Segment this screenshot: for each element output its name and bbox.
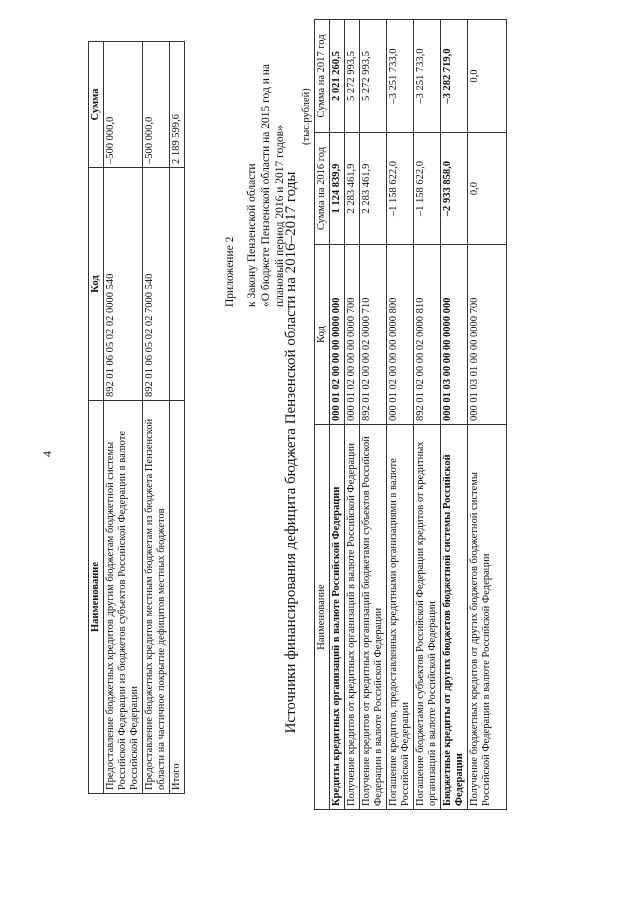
appendix-line: «О бюджете Пензенской области на 2015 год и на <box>260 64 272 307</box>
cell-code: 892 01 06 05 02 02 7000 540 <box>143 168 170 401</box>
appendix-note <box>223 64 287 307</box>
appendix-line: к Закону Пензенской области <box>246 163 258 307</box>
cell-2017: 2 021 260,5 <box>330 20 345 133</box>
cell-code: 000 01 02 00 00 00 0000 800 <box>387 245 414 425</box>
cell-name: Бюджетные кредиты от других бюджетов бюджетной системы Российской Федерации <box>441 425 468 810</box>
units-label: (тыс.рублей) <box>301 88 312 145</box>
cell-sum: –500 000,0 <box>143 42 170 168</box>
appendix-line: плановый период 2016 и 2017 годов» <box>274 125 286 307</box>
cell-2017: –3 282 719,0 <box>441 20 468 133</box>
header-2016: Сумма на 2016 год <box>315 133 330 245</box>
cell-code: 000 01 02 00 00 00 0000 700 <box>345 245 360 425</box>
table-title: Источники финансирования дефицита бюджета Пензенской области на 2016–2017 годы <box>283 171 299 734</box>
appendix-title: Приложение 2 <box>224 236 236 307</box>
cell-sum: 2 189 599,6 <box>170 42 185 168</box>
table-row <box>330 20 345 810</box>
cell-code: 000 01 02 00 00 00 0000 000 <box>330 245 345 425</box>
cell-name: Получение бюджетных кредитов от других бюджетов бюджетной системы Российской Федерации в валюте Российской Федерации <box>468 425 507 810</box>
table-row <box>143 42 170 794</box>
cell-name: Получение кредитов от кредитных организаций бюджетами субъектов Российской Федерации в валюте Российской Федерации <box>360 425 387 810</box>
cell-2016: 2 283 461,9 <box>345 133 360 245</box>
table-row <box>387 20 414 810</box>
cell-2016: 1 124 839,9 <box>330 133 345 245</box>
cell-code: 892 01 06 05 02 02 0000 540 <box>104 168 143 401</box>
cell-name: Итого <box>170 401 185 794</box>
table-row-total <box>170 42 185 794</box>
cell-2016: –2 933 858,0 <box>441 133 468 245</box>
header-name: Наименование <box>315 425 330 810</box>
cell-code: 000 01 03 00 00 00 0000 000 <box>441 245 468 425</box>
table-row <box>345 20 360 810</box>
cell-2017: 5 272 993,5 <box>360 20 387 133</box>
table-row <box>414 20 441 810</box>
cell-name: Кредиты кредитных организаций в валюте Российской Федерации <box>330 425 345 810</box>
cell-name: Предоставление бюджетных кредитов другим бюджетам бюджетной системы Российской Федерации из бюджетов субъектов Российской Федерации в валюте Российской Федерации <box>104 401 143 794</box>
table-row <box>104 42 143 794</box>
table-deficit-sources <box>314 19 507 810</box>
header-code: Код <box>315 245 330 425</box>
cell-2016: –1 158 622,0 <box>387 133 414 245</box>
table-row <box>468 20 507 810</box>
cell-2017: 5 272 993,5 <box>345 20 360 133</box>
table-row <box>441 20 468 810</box>
table-header <box>315 20 330 810</box>
cell-2016: 0,0 <box>468 133 507 245</box>
table-row <box>360 20 387 810</box>
cell-2016: 2 283 461,9 <box>360 133 387 245</box>
header-name: Наименование <box>89 401 104 794</box>
cell-name: Предоставление бюджетных кредитов местным бюджетам из бюджета Пензенской области на частичное покрытие дефицитов местных бюджетов <box>143 401 170 794</box>
cell-2017: 0,0 <box>468 20 507 133</box>
cell-name: Погашение бюджетами субъектов Российской Федерации кредитов от кредитных организаций в валюте Российской Федерации <box>414 425 441 810</box>
cell-2016: –1 158 622,0 <box>414 133 441 245</box>
cell-code: 892 01 02 00 00 02 0000 710 <box>360 245 387 425</box>
header-2017: Сумма на 2017 год <box>315 20 330 133</box>
table-credits <box>88 41 185 794</box>
cell-code <box>170 168 185 401</box>
cell-code: 000 01 03 01 00 00 0000 700 <box>468 245 507 425</box>
cell-code: 892 01 02 00 00 02 0000 810 <box>414 245 441 425</box>
cell-2017: –3 251 733,0 <box>387 20 414 133</box>
header-code: Код <box>89 168 104 401</box>
table-header <box>89 42 104 794</box>
cell-name: Погашение кредитов, предоставленных кредитными организациями в валюте Российской Федерации <box>387 425 414 810</box>
header-sum: Сумма <box>89 42 104 168</box>
cell-2017: –3 251 733,0 <box>414 20 441 133</box>
page-number: 4 <box>40 451 54 457</box>
cell-name: Получение кредитов от кредитных организаций в валюте Российской Федерации <box>345 425 360 810</box>
cell-sum: –500 000,0 <box>104 42 143 168</box>
